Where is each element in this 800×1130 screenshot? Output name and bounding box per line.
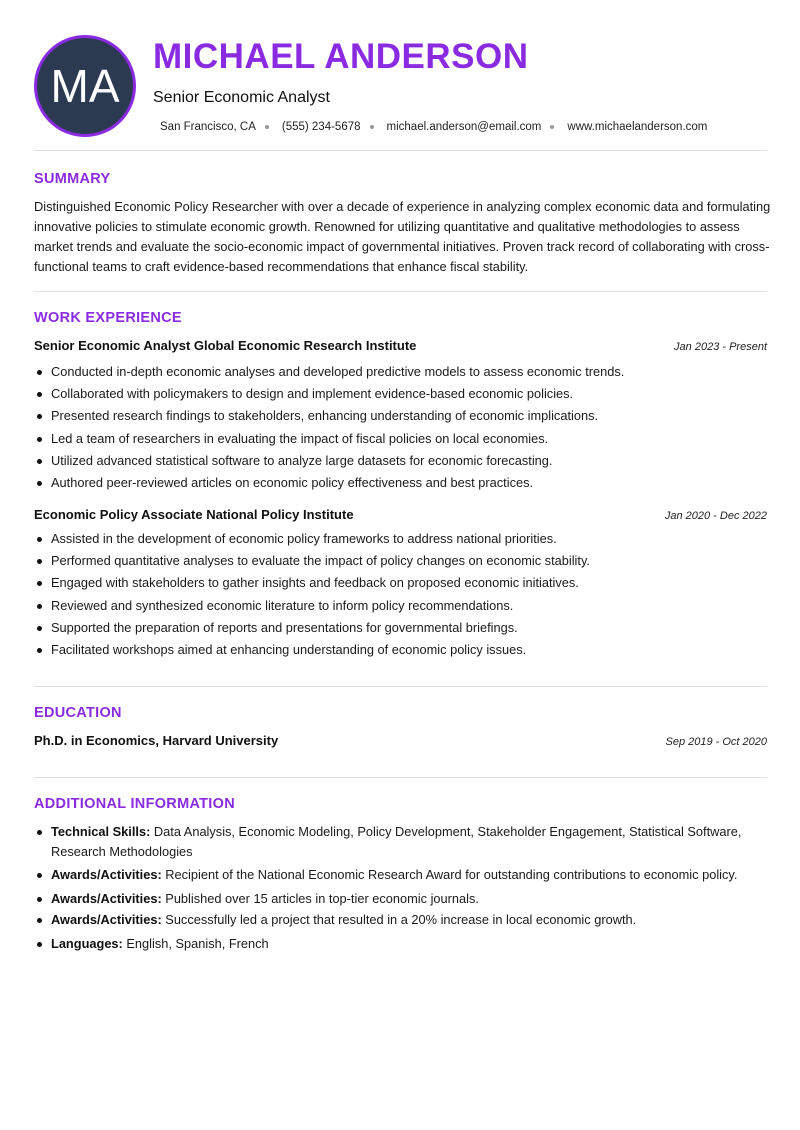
contact-row — [160, 121, 707, 133]
summary-text: Distinguished Economic Policy Researcher with over a decade of experience in analyzing complex economic data and formulating innovative policies to stimulate economic growth. Renowned for utilizing quantitative and qualitative methodologies to assess market trends and evaluate the socio-economic impact of governmental initiatives. Proven track record of collaborating with cross-functional teams to craft evidence-based recommendations that enhance fiscal stability. — [34, 199, 771, 274]
list-item — [34, 889, 774, 909]
list-item: Authored peer-reviewed articles on economic policy effectiveness and best practices. — [34, 472, 774, 494]
job-header — [34, 338, 767, 353]
contact-email[interactable]: michael.anderson@email.com — [386, 121, 542, 133]
job-role: Economic Policy Associate National Policy Institute — [34, 507, 354, 522]
list-item: Utilized advanced statistical software to analyze large datasets for economic forecasting. — [34, 450, 774, 472]
list-item — [34, 865, 774, 885]
list-item — [34, 934, 774, 954]
divider — [34, 291, 767, 292]
info-label: Awards/Activities: — [51, 912, 162, 927]
avatar-initials: MA — [50, 60, 120, 112]
divider — [34, 150, 767, 151]
candidate-name: MICHAEL ANDERSON — [153, 37, 529, 76]
candidate-title: Senior Economic Analyst — [153, 89, 330, 106]
list-item: Presented research findings to stakeholders, enhancing understanding of economic implications. — [34, 405, 774, 427]
list-item — [34, 822, 774, 861]
dot-separator-icon — [265, 125, 269, 129]
list-item: Collaborated with policymakers to design and implement evidence-based economic policies. — [34, 383, 774, 405]
list-item: Supported the preparation of reports and presentations for governmental briefings. — [34, 617, 774, 639]
additional-info-list — [34, 822, 774, 957]
info-label: Technical Skills: — [51, 824, 151, 839]
info-text: English, Spanish, French — [126, 935, 269, 951]
list-item: Engaged with stakeholders to gather insights and feedback on proposed economic initiatives. — [34, 572, 774, 594]
work-experience-heading: WORK EXPERIENCE — [34, 310, 182, 326]
list-item: Performed quantitative analyses to evaluate the impact of policy changes on economic stability. — [34, 550, 774, 572]
info-text: Published over 15 articles in top-tier economic journals. — [165, 890, 479, 906]
info-label: Awards/Activities: — [51, 867, 162, 882]
list-item: Assisted in the development of economic policy frameworks to address national priorities. — [34, 528, 774, 550]
contact-location: San Francisco, CA — [160, 121, 256, 133]
contact-website[interactable]: www.michaelanderson.com — [567, 121, 708, 133]
dot-separator-icon — [370, 125, 374, 129]
avatar — [34, 35, 136, 137]
dot-separator-icon — [550, 125, 554, 129]
education-row — [34, 733, 767, 748]
additional-info-heading: ADDITIONAL INFORMATION — [34, 796, 235, 812]
job-dates: Jan 2023 - Present — [674, 341, 767, 353]
job-bullets — [34, 361, 774, 494]
job-bullets — [34, 528, 774, 661]
info-text: Successfully led a project that resulted in a 20% increase in local economic growth. — [165, 912, 637, 927]
job-header — [34, 507, 767, 522]
info-label: Awards/Activities: — [51, 890, 162, 906]
education-degree: Ph.D. in Economics, Harvard University — [34, 733, 279, 748]
job-role: Senior Economic Analyst Global Economic Research Institute — [34, 338, 417, 353]
info-text: Recipient of the National Economic Research Award for outstanding contributions to economic policy. — [165, 867, 738, 882]
list-item: Facilitated workshops aimed at enhancing understanding of economic policy issues. — [34, 639, 774, 661]
summary-heading: SUMMARY — [34, 171, 111, 187]
info-text: Data Analysis, Economic Modeling, Policy Development, Stakeholder Engagement, Statistical Software, Research Methodologies — [51, 824, 742, 859]
info-label: Languages: — [51, 935, 123, 951]
education-dates: Sep 2019 - Oct 2020 — [665, 736, 767, 748]
list-item: Reviewed and synthesized economic literature to inform policy recommendations. — [34, 595, 774, 617]
list-item — [34, 910, 774, 930]
list-item: Led a team of researchers in evaluating the impact of fiscal policies on local economies. — [34, 428, 774, 450]
job-dates: Jan 2020 - Dec 2022 — [664, 510, 767, 522]
education-heading: EDUCATION — [34, 705, 122, 721]
list-item: Conducted in-depth economic analyses and developed predictive models to assess economic trends. — [34, 361, 774, 383]
contact-phone: (555) 234-5678 — [281, 121, 361, 133]
divider — [34, 777, 767, 778]
divider — [34, 686, 767, 687]
